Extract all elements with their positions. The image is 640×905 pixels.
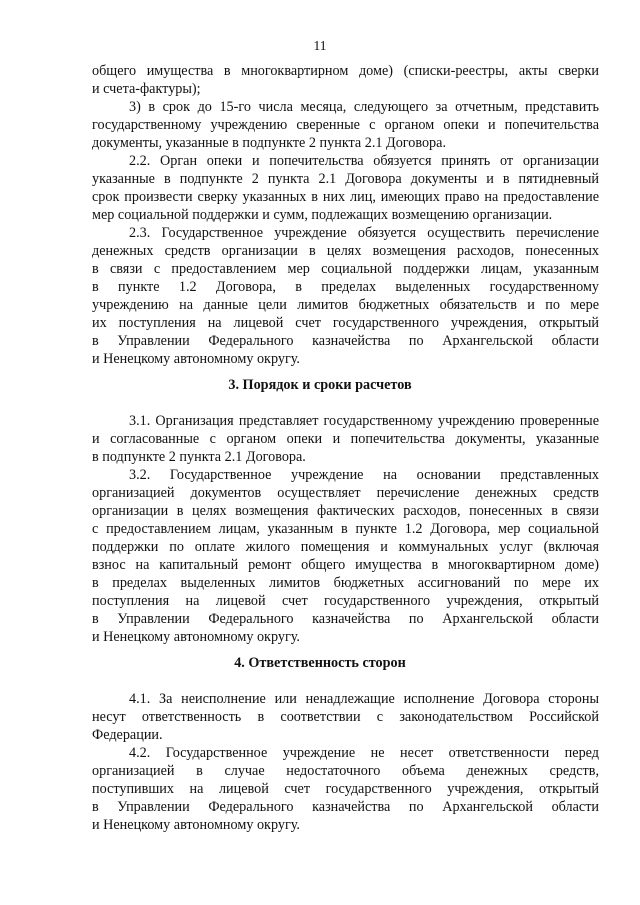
text-line: их поступления на лицевой счет государственного учреждения, открытый — [92, 315, 599, 331]
text-line: взнос на капитальный ремонт общего имущества в многоквартирном доме) — [92, 557, 599, 573]
text-line: государственному учреждению сверенные с органом опеки и попечительства — [92, 117, 599, 133]
page-number: 11 — [313, 38, 327, 53]
text-line: 2.3. Государственное учреждение обязуется осуществить перечисление — [129, 225, 599, 241]
paragraph-2-2 — [92, 152, 599, 224]
text-line: и счета-фактуры); — [92, 81, 201, 97]
paragraph-4-2 — [92, 744, 599, 834]
text-line: и Ненецкому автономному округу. — [92, 817, 300, 833]
text-line: документы, указанные в подпункте 2 пункта 2.1 Договора. — [92, 135, 446, 151]
text-line: денежных средств организации в целях возмещения расходов, понесенных — [92, 243, 599, 259]
text-line: поступивших на лицевой счет государственного учреждения, открытый — [92, 781, 599, 797]
text-line: учреждению на данные цели лимитов бюджетных обязательств и по мере — [92, 297, 599, 313]
text-line: 4.2. Государственное учреждение не несет ответственности перед — [129, 745, 599, 761]
text-line: поддержки по оплате жилого помещения и коммунальных услуг (включая — [92, 539, 599, 555]
text-line: и Ненецкому автономному округу. — [92, 351, 300, 367]
text-line: в пределах выделенных лимитов бюджетных ассигнований по мере их — [92, 575, 599, 591]
text-line: Федерации. — [92, 727, 163, 743]
text-line: в Управлении Федерального казначейства по Архангельской области — [92, 333, 599, 349]
text-line: поступления на лицевой счет государственного учреждения, открытый — [92, 593, 599, 609]
text-line: в связи с предоставлением мер социальной поддержки лицам, указанным — [92, 261, 599, 277]
text-line: мер социальной поддержки и сумм, подлежащих возмещению организации. — [92, 207, 553, 223]
text-line: несут ответственность в соответствии с законодательством Российской — [92, 709, 599, 725]
text-line: срок произвести сверку указанных в них лиц, имеющих право на предоставление — [92, 189, 599, 205]
paragraph-3-2 — [92, 466, 599, 646]
text-line: 3.1. Организация представляет государственному учреждению проверенные — [129, 413, 599, 429]
text-line: указанные в подпункте 2 пункта 2.1 Договора документы и в пятидневный — [92, 171, 599, 187]
paragraph-2-3 — [92, 224, 599, 368]
text-line: и согласованные с органом опеки и попечительства документы, указанные — [92, 431, 599, 447]
text-line: в пункте 1.2 Договора, в пределах выделенных государственному — [92, 279, 599, 295]
text-line: в Управлении Федерального казначейства по Архангельской области — [92, 799, 599, 815]
text-line: с предоставлением лицам, указанным в пункте 1.2 Договора, мер социальной — [92, 521, 599, 537]
text-line: организацией документов осуществляет перечисление денежных средств — [92, 485, 599, 501]
paragraph-4-1 — [92, 690, 599, 744]
text-line: организации в целях возмещения фактических расходов, понесенных в связи — [92, 503, 599, 519]
text-line: 3.2. Государственное учреждение на основании представленных — [129, 467, 599, 483]
paragraph-continuation — [92, 62, 599, 98]
text-line: в Управлении Федерального казначейства по Архангельской области — [92, 611, 599, 627]
section-heading: 3. Порядок и сроки расчетов — [228, 377, 412, 393]
text-line: общего имущества в многоквартирном доме) (списки-реестры, акты сверки — [92, 63, 599, 79]
paragraph-3-1 — [92, 412, 599, 466]
section-heading: 4. Ответственность сторон — [234, 655, 406, 671]
text-line: в подпункте 2 пункта 2.1 Договора. — [92, 449, 306, 465]
text-line: организацией в случае недостаточного объема денежных средств, — [92, 763, 599, 779]
text-line: 2.2. Орган опеки и попечительства обязуется принять от организации — [129, 153, 599, 169]
text-line: и Ненецкому автономному округу. — [92, 629, 300, 645]
paragraph-item-3 — [92, 98, 599, 152]
text-line: 4.1. За неисполнение или ненадлежащие исполнение Договора стороны — [129, 691, 599, 707]
text-line: 3) в срок до 15-го числа месяца, следующего за отчетным, представить — [129, 99, 599, 115]
